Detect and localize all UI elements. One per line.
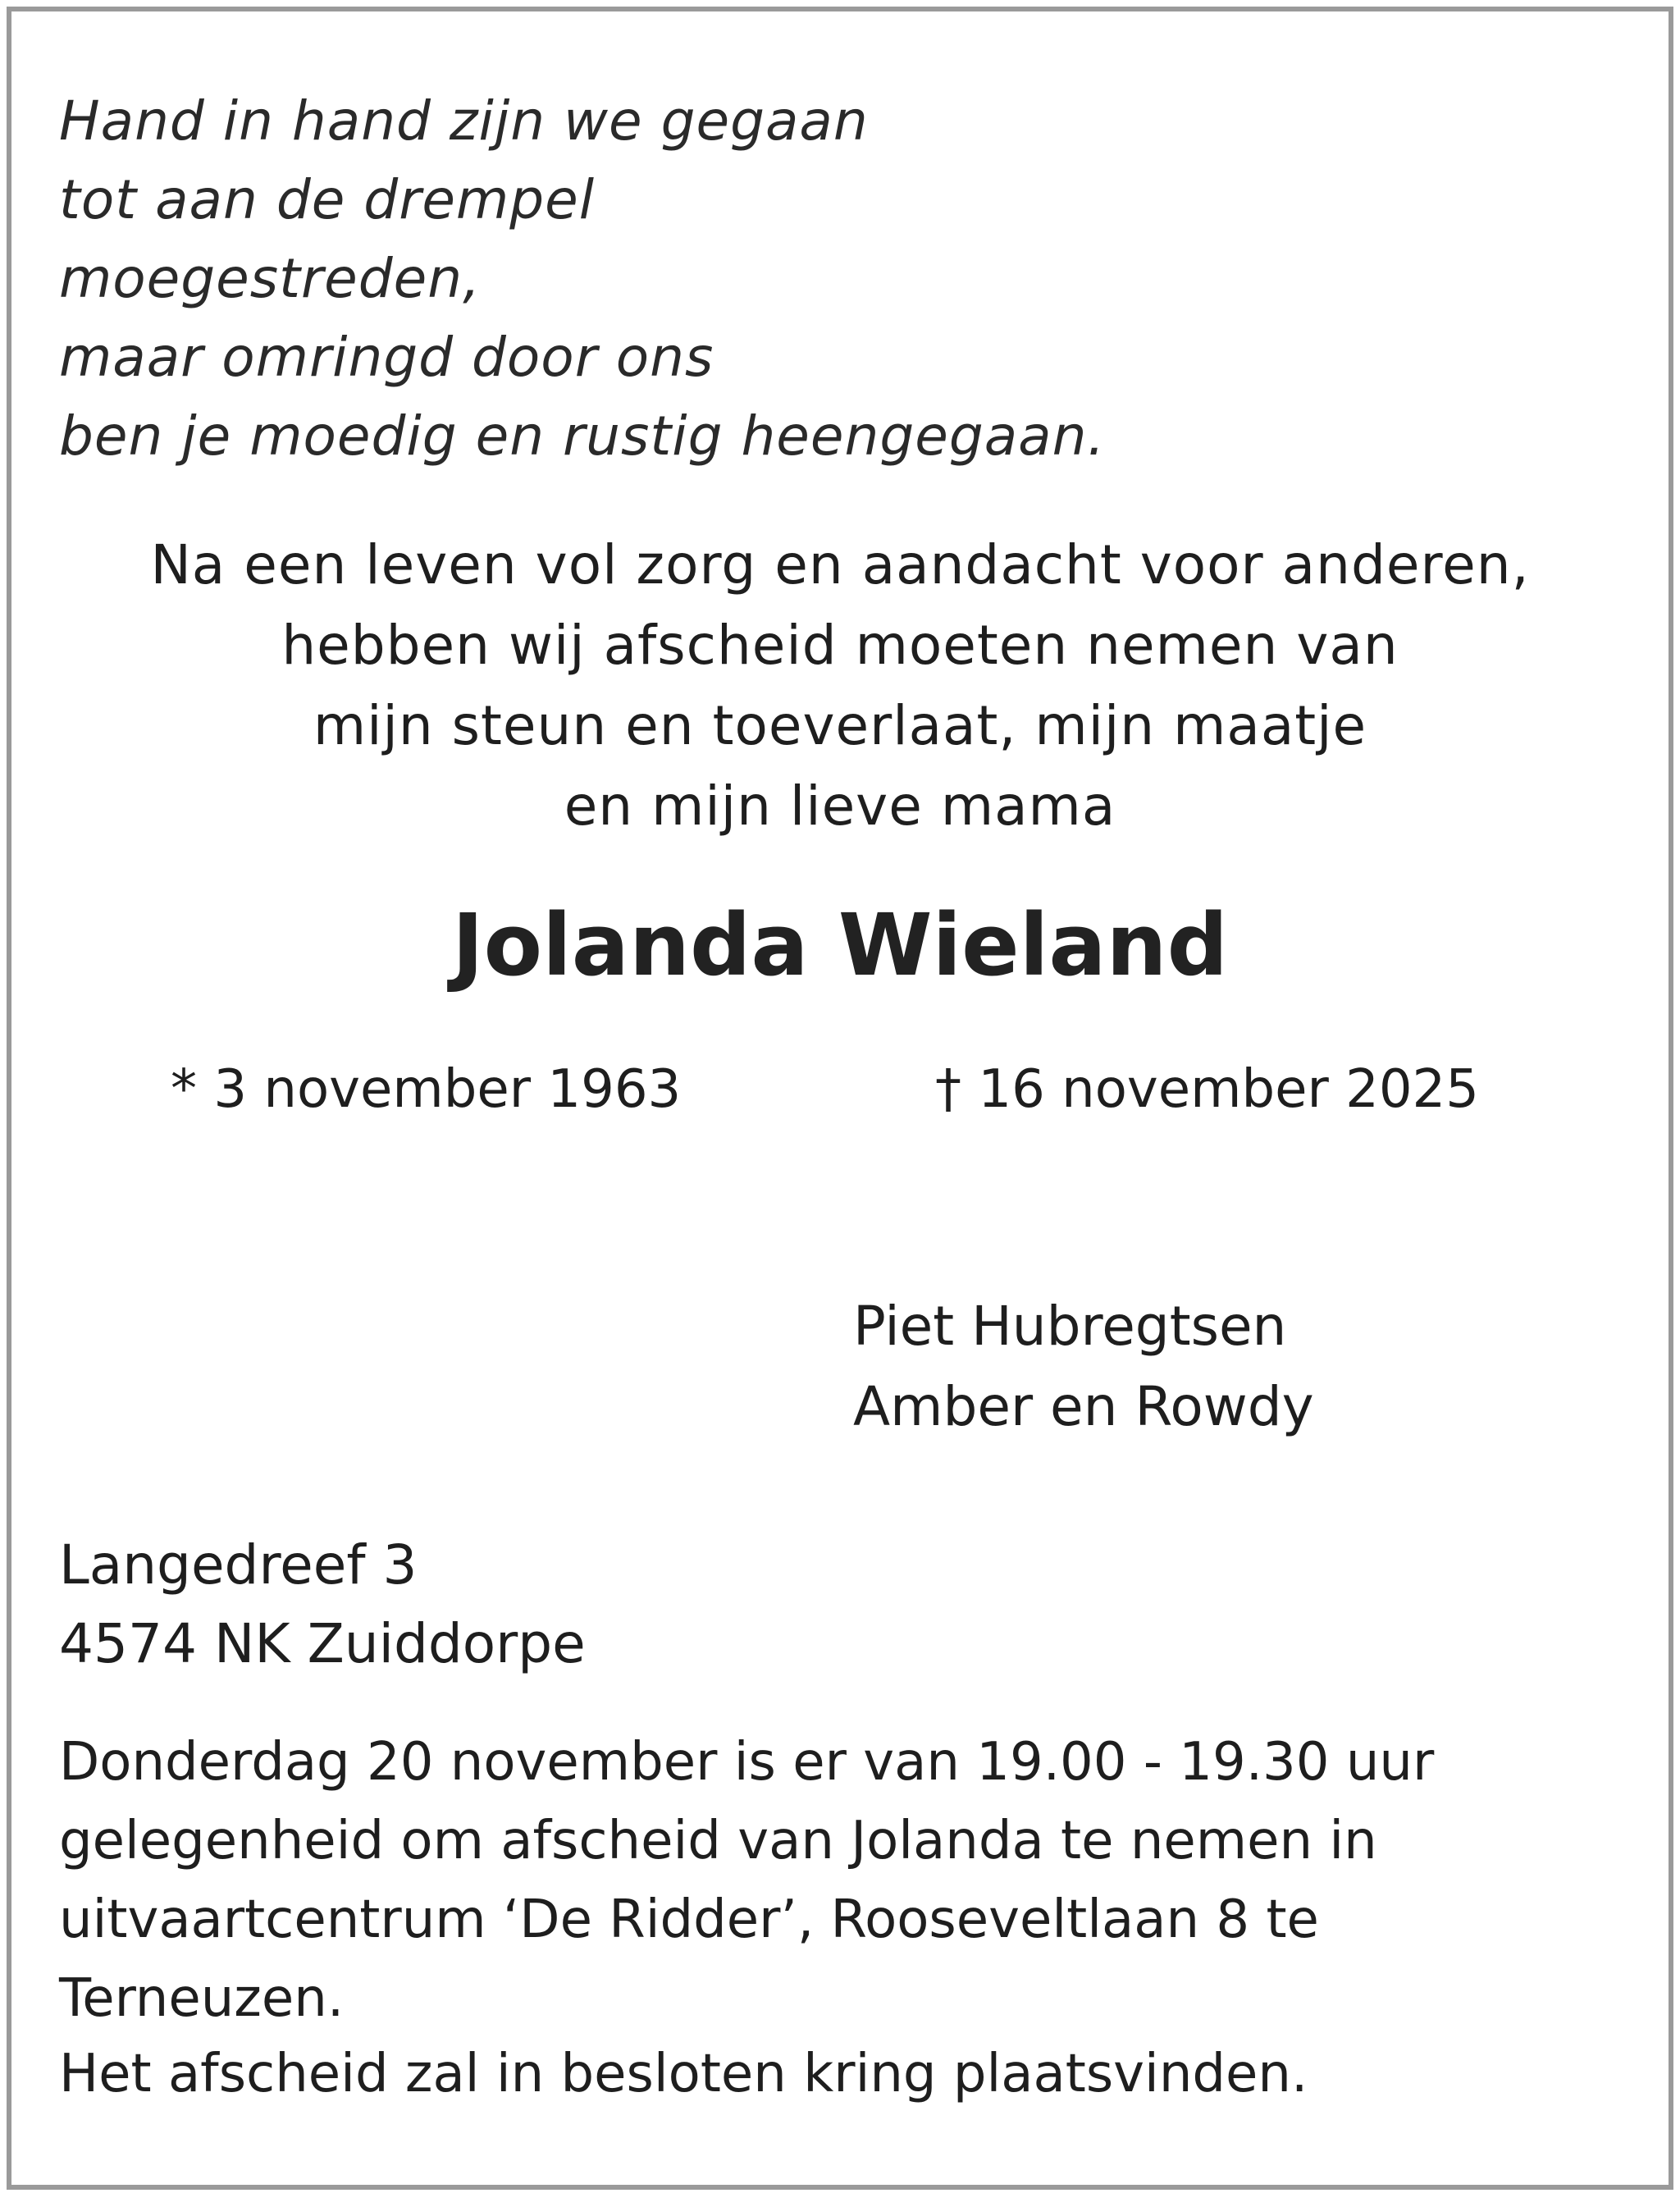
birth-date: * 3 november 1963 [171, 1059, 682, 1120]
farewell-notice [59, 1723, 1434, 2038]
notice-line: gelegenheid om afscheid van Jolanda te nemen in [59, 1811, 1377, 1871]
poem-line: moegestreden, [59, 247, 482, 310]
address [59, 1526, 586, 1684]
intro-line: hebben wij afscheid moeten nemen van [281, 614, 1399, 677]
intro-line: mijn steun en toeverlaat, mijn maatje [313, 694, 1367, 757]
intro-text [0, 525, 1680, 847]
notice-line: Donderdag 20 november is er van 19.00 - 19.30 uur [59, 1732, 1435, 1793]
poem-line: Hand in hand zijn we gegaan [59, 89, 869, 153]
intro-line: Na een leven vol zorg en aandacht voor anderen, [150, 533, 1530, 596]
intro-line: en mijn lieve mama [564, 774, 1116, 838]
notice-line: uitvaartcentrum ‘De Ridder’, Rooseveltlaan 8 te [59, 1889, 1319, 1950]
notice-line: Terneuzen. [59, 1968, 345, 2029]
address-line: Langedreef 3 [59, 1533, 418, 1597]
closing-line: Het afscheid zal in besloten kring plaatsvinden. [59, 2044, 1308, 2104]
family-line: Piet Hubregtsen [853, 1295, 1287, 1358]
address-line: 4574 NK Zuiddorpe [59, 1612, 586, 1675]
family-line: Amber en Rowdy [853, 1375, 1314, 1438]
death-date: † 16 november 2025 [935, 1059, 1479, 1120]
deceased-name: Jolanda Wieland [451, 895, 1229, 995]
poem-line: tot aan de drempel [59, 168, 596, 231]
poem-line: ben je moedig en rustig heengegaan. [59, 404, 1106, 468]
poem [59, 82, 1105, 476]
poem-line: maar omringd door ons [59, 326, 714, 389]
family-names [853, 1286, 1314, 1447]
